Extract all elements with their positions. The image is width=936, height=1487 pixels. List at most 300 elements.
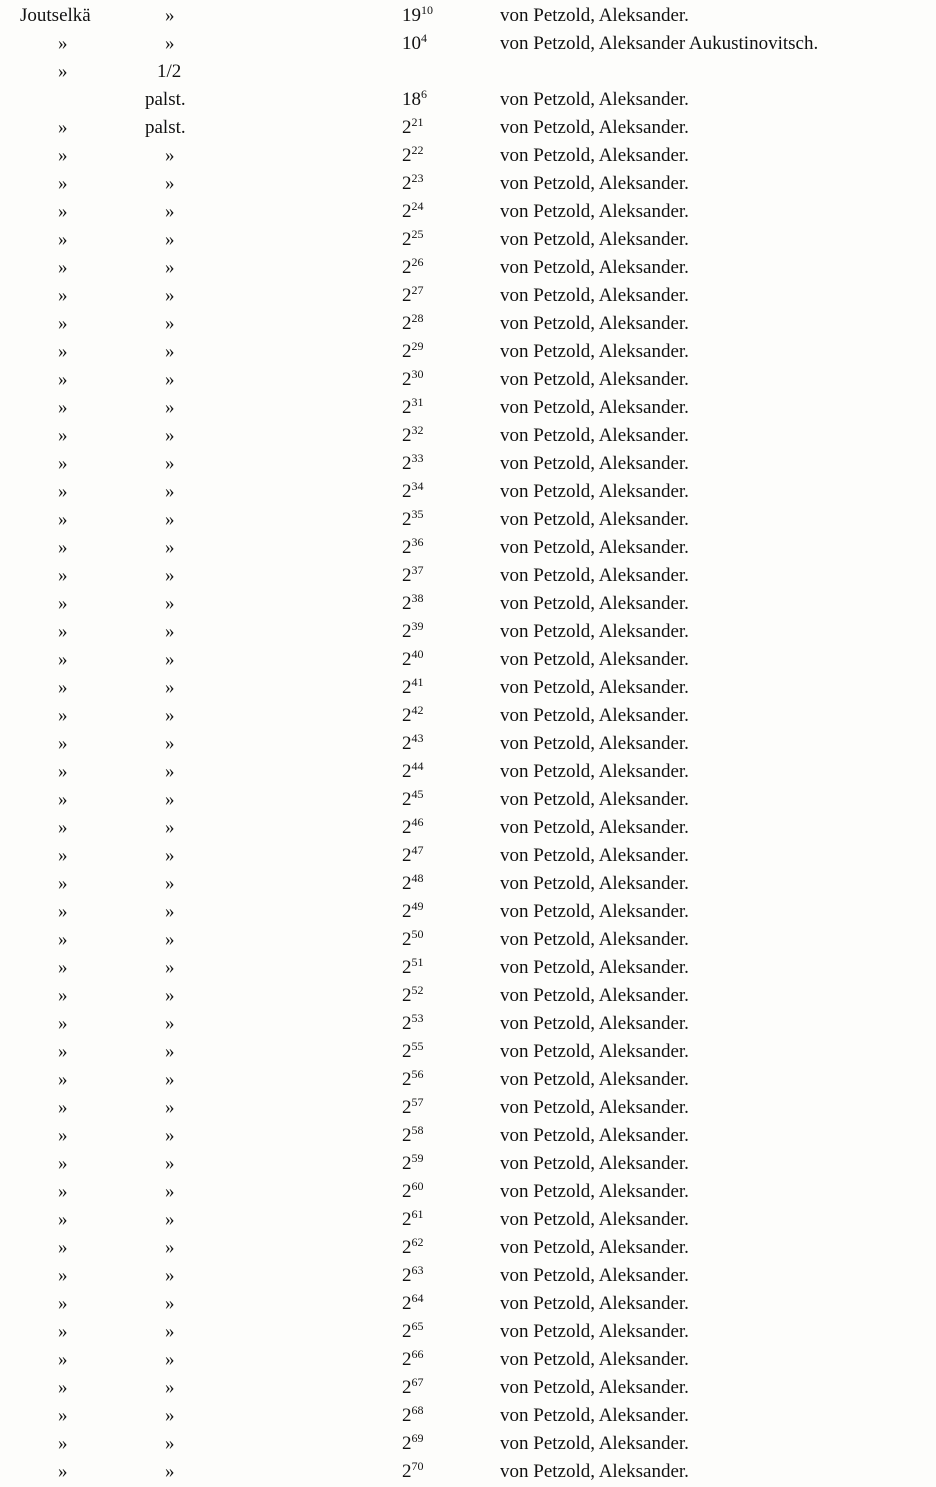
ditto-mark: » xyxy=(165,481,175,502)
ditto-mark: » xyxy=(165,1349,175,1370)
table-row xyxy=(0,1234,936,1262)
table-row xyxy=(0,982,936,1010)
table-row xyxy=(0,114,936,142)
lot-number-main: 2 xyxy=(402,509,412,530)
table-row xyxy=(0,758,936,786)
table-row xyxy=(0,870,936,898)
lot-number-superscript: 49 xyxy=(411,899,424,913)
owner-name: von Petzold, Aleksander. xyxy=(500,397,689,418)
owner-name: von Petzold, Aleksander. xyxy=(500,957,689,978)
table-row xyxy=(0,1038,936,1066)
owner-name: von Petzold, Aleksander. xyxy=(500,593,689,614)
ditto-mark: » xyxy=(58,397,68,418)
owner-name: von Petzold, Aleksander. xyxy=(500,1461,689,1482)
ditto-mark: » xyxy=(165,1433,175,1454)
ditto-mark: » xyxy=(165,1069,175,1090)
lot-number-superscript: 58 xyxy=(411,1123,424,1137)
lot-number-superscript: 33 xyxy=(411,451,424,465)
table-row xyxy=(0,702,936,730)
lot-number-superscript: 63 xyxy=(411,1263,424,1277)
lot-number xyxy=(402,646,482,674)
lot-number-superscript: 26 xyxy=(411,255,424,269)
lot-number xyxy=(402,954,482,982)
ditto-mark: » xyxy=(58,789,68,810)
lot-number-main: 2 xyxy=(402,733,412,754)
lot-number-main: 10 xyxy=(402,33,421,54)
lot-number-superscript: 22 xyxy=(411,143,424,157)
lot-number-superscript: 59 xyxy=(411,1151,424,1165)
lot-number xyxy=(402,786,482,814)
lot-number-superscript: 23 xyxy=(411,171,424,185)
ditto-mark: » xyxy=(58,593,68,614)
ditto-mark: » xyxy=(58,1349,68,1370)
lot-number-superscript: 66 xyxy=(411,1347,424,1361)
ditto-mark: » xyxy=(165,341,175,362)
ditto-mark: » xyxy=(165,285,175,306)
table-row xyxy=(0,506,936,534)
lot-number-main: 2 xyxy=(402,1153,412,1174)
owner-name: von Petzold, Aleksander. xyxy=(500,1209,689,1230)
ditto-mark: » xyxy=(58,761,68,782)
owner-name: von Petzold, Aleksander. xyxy=(500,257,689,278)
table-row xyxy=(0,1066,936,1094)
table-row xyxy=(0,1262,936,1290)
table-row xyxy=(0,730,936,758)
lot-number xyxy=(402,2,482,30)
lot-number xyxy=(402,730,482,758)
lot-number-main: 2 xyxy=(402,537,412,558)
lot-number-superscript: 25 xyxy=(411,227,424,241)
ditto-mark: » xyxy=(165,929,175,950)
lot-number xyxy=(402,30,482,58)
lot-number xyxy=(402,86,482,114)
lot-number xyxy=(402,1346,482,1374)
lot-number xyxy=(402,898,482,926)
lot-number xyxy=(402,1402,482,1430)
owner-name: von Petzold, Aleksander. xyxy=(500,621,689,642)
ditto-mark: » xyxy=(58,1069,68,1090)
lot-number-superscript: 4 xyxy=(421,31,427,45)
owner-name: von Petzold, Aleksander. xyxy=(500,173,689,194)
table-row xyxy=(0,898,936,926)
ditto-mark: » xyxy=(58,733,68,754)
owner-name: von Petzold, Aleksander. xyxy=(500,845,689,866)
lot-number-superscript: 57 xyxy=(411,1095,424,1109)
ditto-mark: » xyxy=(58,117,68,138)
lot-number-superscript: 65 xyxy=(411,1319,424,1333)
owner-name: von Petzold, Aleksander. xyxy=(500,89,689,110)
table-row xyxy=(0,1010,936,1038)
ditto-mark: » xyxy=(58,845,68,866)
lot-number xyxy=(402,870,482,898)
ditto-mark: » xyxy=(165,173,175,194)
table-row xyxy=(0,618,936,646)
lot-number-superscript: 68 xyxy=(411,1403,424,1417)
lot-number-superscript: 24 xyxy=(411,199,424,213)
table-row xyxy=(0,814,936,842)
lot-number-superscript: 30 xyxy=(411,367,424,381)
owner-name: von Petzold, Aleksander. xyxy=(500,453,689,474)
table-row xyxy=(0,422,936,450)
lot-number-main: 19 xyxy=(402,5,421,26)
lot-number-superscript: 47 xyxy=(411,843,424,857)
lot-number-superscript: 51 xyxy=(411,955,424,969)
ditto-mark: » xyxy=(58,1041,68,1062)
owner-name: von Petzold, Aleksander. xyxy=(500,1349,689,1370)
lot-number-main: 2 xyxy=(402,257,412,278)
lot-number-superscript: 62 xyxy=(411,1235,424,1249)
lot-number xyxy=(402,506,482,534)
lot-number xyxy=(402,170,482,198)
lot-number-main: 2 xyxy=(402,593,412,614)
lot-number-main: 2 xyxy=(402,313,412,334)
lot-number-superscript: 40 xyxy=(411,647,424,661)
table-row xyxy=(0,1094,936,1122)
owner-name: von Petzold, Aleksander. xyxy=(500,509,689,530)
owner-name: von Petzold, Aleksander. xyxy=(500,1069,689,1090)
owner-name: von Petzold, Aleksander. xyxy=(500,117,689,138)
ditto-mark: » xyxy=(58,957,68,978)
table-row xyxy=(0,2,936,30)
table-row xyxy=(0,198,936,226)
ditto-mark: » xyxy=(165,1461,175,1482)
lot-number xyxy=(402,1010,482,1038)
lot-number-superscript: 70 xyxy=(411,1459,424,1473)
lot-number xyxy=(402,1178,482,1206)
ditto-mark: » xyxy=(58,313,68,334)
owner-name: von Petzold, Aleksander. xyxy=(500,537,689,558)
lot-number-main: 2 xyxy=(402,1181,412,1202)
lot-number-superscript: 6 xyxy=(421,87,427,101)
ditto-mark: » xyxy=(165,1097,175,1118)
ditto-mark: » xyxy=(58,229,68,250)
lot-number-main: 2 xyxy=(402,145,412,166)
owner-name: von Petzold, Aleksander. xyxy=(500,1125,689,1146)
owner-name: von Petzold, Aleksander. xyxy=(500,1237,689,1258)
subdivision-label: palst. xyxy=(145,89,186,110)
ditto-mark: » xyxy=(165,425,175,446)
ditto-mark: » xyxy=(58,817,68,838)
ditto-mark: » xyxy=(58,425,68,446)
ditto-mark: » xyxy=(58,873,68,894)
table-row xyxy=(0,1458,936,1486)
owner-name: von Petzold, Aleksander. xyxy=(500,1181,689,1202)
table-row xyxy=(0,1290,936,1318)
ditto-mark: » xyxy=(58,341,68,362)
ditto-mark: » xyxy=(58,453,68,474)
lot-number-main: 2 xyxy=(402,1377,412,1398)
ditto-mark: » xyxy=(165,1377,175,1398)
lot-number-main: 2 xyxy=(402,1293,412,1314)
lot-number-superscript: 29 xyxy=(411,339,424,353)
ditto-mark: » xyxy=(58,1237,68,1258)
ditto-mark: » xyxy=(58,677,68,698)
lot-number-superscript: 53 xyxy=(411,1011,424,1025)
lot-number-main: 2 xyxy=(402,1013,412,1034)
lot-number-main: 2 xyxy=(402,1125,412,1146)
lot-number-superscript: 42 xyxy=(411,703,424,717)
owner-name: von Petzold, Aleksander. xyxy=(500,369,689,390)
owner-name: von Petzold, Aleksander. xyxy=(500,985,689,1006)
owner-name: von Petzold, Aleksander. xyxy=(500,201,689,222)
ditto-mark: » xyxy=(58,1405,68,1426)
lot-number xyxy=(402,1066,482,1094)
lot-number-main: 18 xyxy=(402,89,421,110)
ditto-mark: » xyxy=(165,257,175,278)
lot-number xyxy=(402,282,482,310)
ditto-mark: » xyxy=(165,1209,175,1230)
lot-number-superscript: 38 xyxy=(411,591,424,605)
ditto-mark: » xyxy=(165,817,175,838)
subdivision-label: palst. xyxy=(145,117,186,138)
ditto-mark: » xyxy=(165,1153,175,1174)
table-row xyxy=(0,1122,936,1150)
subdivision-label: 1/2 xyxy=(157,61,182,82)
owner-name: von Petzold, Aleksander. xyxy=(500,229,689,250)
table-row xyxy=(0,1178,936,1206)
ditto-mark: » xyxy=(165,5,175,26)
lot-number-superscript: 35 xyxy=(411,507,424,521)
ditto-mark: » xyxy=(58,1097,68,1118)
table-row xyxy=(0,226,936,254)
lot-number-main: 2 xyxy=(402,369,412,390)
ditto-mark: » xyxy=(58,481,68,502)
lot-number xyxy=(402,926,482,954)
ditto-mark: » xyxy=(165,313,175,334)
lot-number xyxy=(402,198,482,226)
table-row xyxy=(0,1346,936,1374)
lot-number xyxy=(402,338,482,366)
lot-number-main: 2 xyxy=(402,1209,412,1230)
lot-number-main: 2 xyxy=(402,397,412,418)
lot-number-main: 2 xyxy=(402,1265,412,1286)
lot-number xyxy=(402,1262,482,1290)
lot-number-main: 2 xyxy=(402,481,412,502)
ditto-mark: » xyxy=(58,1153,68,1174)
lot-number xyxy=(402,1234,482,1262)
lot-number-main: 2 xyxy=(402,229,412,250)
owner-name: von Petzold, Aleksander. xyxy=(500,1041,689,1062)
ditto-mark: » xyxy=(58,257,68,278)
owner-name: von Petzold, Aleksander. xyxy=(500,1013,689,1034)
lot-number-main: 2 xyxy=(402,1433,412,1454)
ditto-mark: » xyxy=(165,705,175,726)
lot-number-superscript: 10 xyxy=(421,3,433,17)
owner-name: von Petzold, Aleksander. xyxy=(500,677,689,698)
owner-name: von Petzold, Aleksander. xyxy=(500,425,689,446)
lot-number-superscript: 64 xyxy=(411,1291,424,1305)
lot-number-main: 2 xyxy=(402,957,412,978)
owner-name: von Petzold, Aleksander. xyxy=(500,1321,689,1342)
owner-name: von Petzold, Aleksander. xyxy=(500,1293,689,1314)
ditto-mark: » xyxy=(165,621,175,642)
lot-number-superscript: 36 xyxy=(411,535,424,549)
ditto-mark: » xyxy=(165,873,175,894)
lot-number-main: 2 xyxy=(402,873,412,894)
ditto-mark: » xyxy=(58,901,68,922)
lot-number-main: 2 xyxy=(402,1237,412,1258)
ditto-mark: » xyxy=(58,565,68,586)
place-name: Joutselkä xyxy=(20,5,91,26)
lot-number-main: 2 xyxy=(402,453,412,474)
ditto-mark: » xyxy=(165,1013,175,1034)
lot-number xyxy=(402,142,482,170)
lot-number xyxy=(402,1374,482,1402)
lot-number-superscript: 46 xyxy=(411,815,424,829)
lot-number-main: 2 xyxy=(402,1097,412,1118)
ditto-mark: » xyxy=(58,61,68,82)
ditto-mark: » xyxy=(58,1209,68,1230)
ditto-mark: » xyxy=(58,1321,68,1342)
lot-number xyxy=(402,534,482,562)
ditto-mark: » xyxy=(165,649,175,670)
ditto-mark: » xyxy=(58,1461,68,1482)
ditto-mark: » xyxy=(165,229,175,250)
ditto-mark: » xyxy=(58,705,68,726)
ditto-mark: » xyxy=(165,397,175,418)
lot-number xyxy=(402,674,482,702)
owner-name: von Petzold, Aleksander. xyxy=(500,1377,689,1398)
lot-number-main: 2 xyxy=(402,1321,412,1342)
ditto-mark: » xyxy=(165,677,175,698)
owner-name: von Petzold, Aleksander. xyxy=(500,733,689,754)
owner-name: von Petzold, Aleksander. xyxy=(500,789,689,810)
lot-number-main: 2 xyxy=(402,341,412,362)
ditto-mark: » xyxy=(165,985,175,1006)
lot-number xyxy=(402,842,482,870)
ditto-mark: » xyxy=(165,369,175,390)
lot-number-superscript: 61 xyxy=(411,1207,424,1221)
table-row xyxy=(0,282,936,310)
table-row xyxy=(0,310,936,338)
ditto-mark: » xyxy=(165,593,175,614)
ditto-mark: » xyxy=(58,285,68,306)
owner-name: von Petzold, Aleksander. xyxy=(500,649,689,670)
lot-number xyxy=(402,1430,482,1458)
ditto-mark: » xyxy=(165,1293,175,1314)
ditto-mark: » xyxy=(58,649,68,670)
lot-number xyxy=(402,814,482,842)
table-row xyxy=(0,1374,936,1402)
table-row xyxy=(0,58,936,86)
lot-number xyxy=(402,758,482,786)
lot-number xyxy=(402,1290,482,1318)
ditto-mark: » xyxy=(165,509,175,530)
lot-number-superscript: 45 xyxy=(411,787,424,801)
lot-number-main: 2 xyxy=(402,1461,412,1482)
lot-number-main: 2 xyxy=(402,565,412,586)
lot-number-superscript: 28 xyxy=(411,311,424,325)
ditto-mark: » xyxy=(58,1377,68,1398)
lot-number-superscript: 67 xyxy=(411,1375,424,1389)
ditto-mark: » xyxy=(58,145,68,166)
ditto-mark: » xyxy=(165,1265,175,1286)
owner-name: von Petzold, Aleksander. xyxy=(500,1153,689,1174)
lot-number xyxy=(402,1206,482,1234)
lot-number xyxy=(402,562,482,590)
ditto-mark: » xyxy=(165,565,175,586)
lot-number-superscript: 32 xyxy=(411,423,424,437)
lot-number-superscript: 43 xyxy=(411,731,424,745)
ditto-mark: » xyxy=(58,1433,68,1454)
lot-number-main: 2 xyxy=(402,985,412,1006)
lot-number-superscript: 27 xyxy=(411,283,424,297)
lot-number-superscript: 31 xyxy=(411,395,424,409)
ditto-mark: » xyxy=(58,1125,68,1146)
ditto-mark: » xyxy=(165,1125,175,1146)
owner-name: von Petzold, Aleksander. xyxy=(500,1433,689,1454)
owner-name: von Petzold, Aleksander. xyxy=(500,1097,689,1118)
owner-name: von Petzold, Aleksander. xyxy=(500,929,689,950)
table-row xyxy=(0,1430,936,1458)
lot-number-main: 2 xyxy=(402,117,412,138)
table-row xyxy=(0,926,936,954)
ditto-mark: » xyxy=(58,33,68,54)
owner-name: von Petzold, Aleksander. xyxy=(500,1265,689,1286)
lot-number xyxy=(402,366,482,394)
lot-number-main: 2 xyxy=(402,705,412,726)
lot-number-superscript: 37 xyxy=(411,563,424,577)
lot-number xyxy=(402,1458,482,1486)
lot-number-superscript: 56 xyxy=(411,1067,424,1081)
lot-number-main: 2 xyxy=(402,817,412,838)
owner-name: von Petzold, Aleksander. xyxy=(500,565,689,586)
lot-number xyxy=(402,1038,482,1066)
ditto-mark: » xyxy=(58,621,68,642)
ditto-mark: » xyxy=(58,1293,68,1314)
lot-number xyxy=(402,618,482,646)
table-row xyxy=(0,338,936,366)
lot-number xyxy=(402,590,482,618)
ditto-mark: » xyxy=(165,1321,175,1342)
lot-number xyxy=(402,310,482,338)
lot-number-superscript: 55 xyxy=(411,1039,424,1053)
lot-number-superscript: 39 xyxy=(411,619,424,633)
table-row xyxy=(0,562,936,590)
ditto-mark: » xyxy=(58,537,68,558)
table-row xyxy=(0,1206,936,1234)
ditto-mark: » xyxy=(165,453,175,474)
lot-number-main: 2 xyxy=(402,173,412,194)
ditto-mark: » xyxy=(58,929,68,950)
lot-number xyxy=(402,450,482,478)
lot-number-main: 2 xyxy=(402,285,412,306)
ditto-mark: » xyxy=(165,957,175,978)
lot-number-main: 2 xyxy=(402,201,412,222)
lot-number-main: 2 xyxy=(402,761,412,782)
lot-number xyxy=(402,254,482,282)
lot-number-superscript: 52 xyxy=(411,983,424,997)
table-row xyxy=(0,674,936,702)
table-row xyxy=(0,170,936,198)
lot-number xyxy=(402,478,482,506)
ditto-mark: » xyxy=(58,1013,68,1034)
lot-number xyxy=(402,114,482,142)
lot-number-superscript: 48 xyxy=(411,871,424,885)
ditto-mark: » xyxy=(165,845,175,866)
table-row xyxy=(0,590,936,618)
owner-name: von Petzold, Aleksander Aukustinovitsch. xyxy=(500,33,819,54)
lot-number-superscript: 34 xyxy=(411,479,424,493)
table-row xyxy=(0,534,936,562)
owner-name: von Petzold, Aleksander. xyxy=(500,341,689,362)
table-row xyxy=(0,450,936,478)
ditto-mark: » xyxy=(165,901,175,922)
table-row xyxy=(0,478,936,506)
lot-number-superscript: 41 xyxy=(411,675,424,689)
ditto-mark: » xyxy=(165,145,175,166)
lot-number xyxy=(402,1122,482,1150)
